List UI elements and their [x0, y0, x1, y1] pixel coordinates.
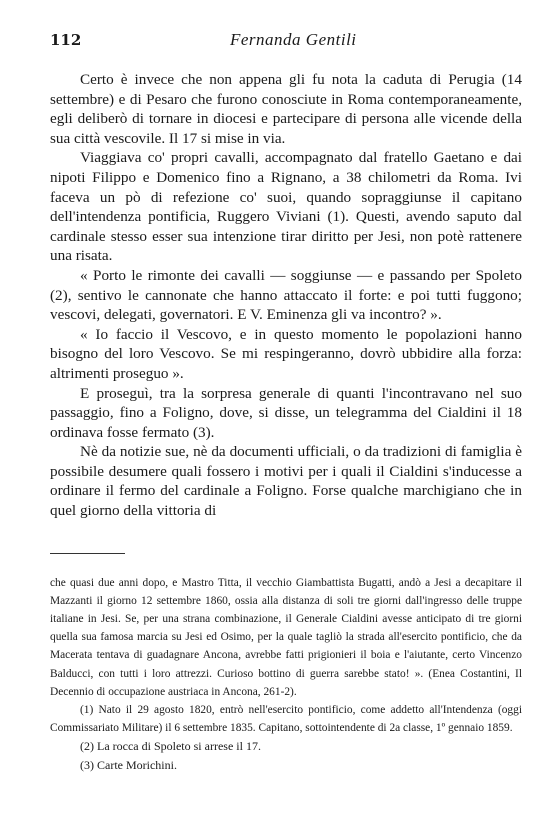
paragraph: E proseguì, tra la sorpresa generale di quanti l'incontravano nel suo passaggio, fino a Foligno, dove, si disse, un telegramma del Cialdini il 18 ordinava fosse fermato (3). — [50, 384, 522, 441]
running-head: Fernanda Gentili — [230, 30, 357, 49]
paragraph: « Porto le rimonte dei cavalli — soggiunse — e passando per Spoleto (2), sentivo le cannonate che hanno attaccato il forte: e poi tutti fuggono; vescovi, delegati, governatori. E V. Eminenza gli va incontro? ». — [50, 266, 522, 324]
paragraph: « Io faccio il Vescovo, e in questo momento le popolazioni hanno bisogno del loro Vescovo. Se mi respingeranno, dovrò ubbidire alla forza: altrimenti proseguo ». — [50, 325, 522, 382]
footnote: (1) Nato il 29 agosto 1820, entrò nell'esercito pontificio, come addetto all'Intendenza (oggi Commissariato Militare) il 6 settembre 1835. Capitano, sottointendente di 2a classe, 1º gennaio 1859. — [50, 704, 522, 735]
paragraph: Certo è invece che non appena gli fu nota la caduta di Perugia (14 settembre) e di Pesaro che furono conosciute in Roma contemporaneamente, egli deliberò di tornare in diocesi e partecipare di persona alle vicende della sua città vescovile. Il 17 si mise in via. — [50, 71, 522, 147]
paragraph: Viaggiava co' propri cavalli, accompagnato dal fratello Gaetano e dai nipoti Filippo e Domenico fino a Rignano, a 38 chilometri da Roma. Ivi faceva un pò di refezione co' suoi, quando sopraggiunse il capitano dell'intendenza pontificia, Ruggero Viviani (1). Questi, avendo saputo dal cardinale stesso esser sua intenzione tirar diritto per Jesi, non potè rattenere una risata. — [50, 149, 522, 265]
footnotes — [50, 574, 522, 774]
footnote: (3) Carte Morichini. — [80, 757, 177, 772]
page-number: 112 — [50, 31, 82, 49]
paragraph: Nè da notizie sue, nè da documenti ufficiali, o da tradizioni di famiglia è possibile desumere quali fossero i motivi per i quali il Cialdini s'inducesse a ordinare il fermo del cardinale a Foligno. Forse qualche marchigiano che in quel giorno della vittoria di — [50, 443, 522, 520]
footnote-continuation: che quasi due anni dopo, e Mastro Titta, il vecchio Giambattista Bugatti, andò a Jesi a decapitare il Mazzanti il giorno 12 settembre 1860, ossia alla distanza di soli tre giorni dall'ingresso delle truppe italiane in Jesi. Se, per una strana combinazione, il Generale Cialdini avesse anticipato di tre giorni quella sua famosa marcia su Jesi ed Osimo, per la quale tagliò la strada all'esercito pontificio, che da Macerata tentava di guadagnare Ancona, avrebbe fatti prigionieri il boia e l'aiutante, certo Vincenzo Balducci, con tutti i loro attrezzi. Curioso bottino di guerra sarebbe stato! ». (Enea Costantini, Il Decennio di occupazione austriaca in Ancona, 261-2). — [50, 576, 522, 698]
page-header — [50, 30, 522, 50]
footnote-divider — [50, 553, 125, 554]
main-text — [50, 70, 522, 521]
footnote: (2) La rocca di Spoleto si arrese il 17. — [80, 739, 261, 754]
